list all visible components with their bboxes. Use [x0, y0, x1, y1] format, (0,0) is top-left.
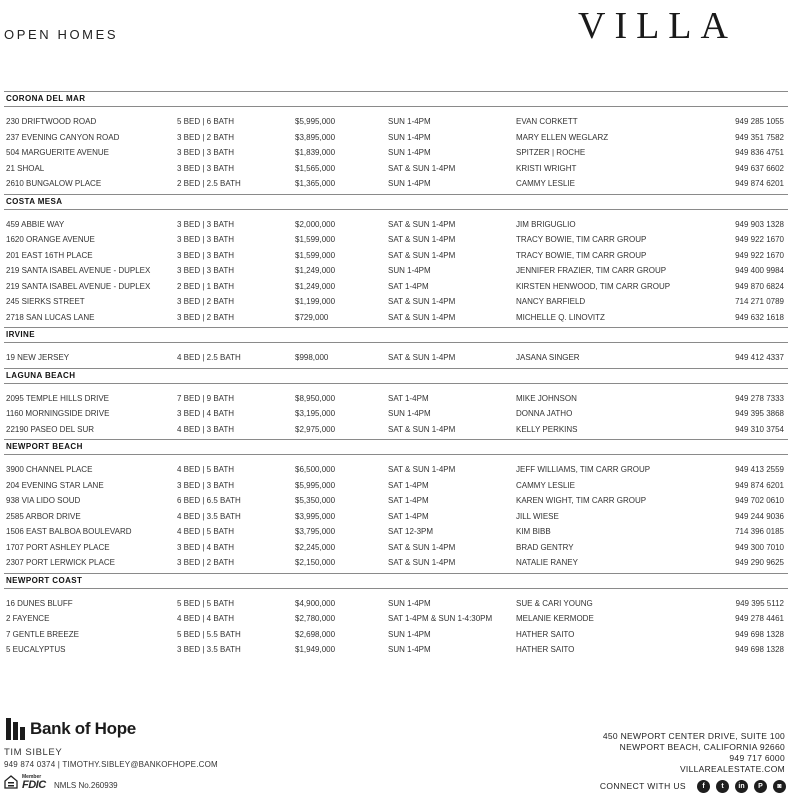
villa-logo-text: VILLA — [578, 5, 737, 44]
listing-address: 219 SANTA ISABEL AVENUE - DUPLEX — [6, 266, 151, 275]
listing-agent: MARY ELLEN WEGLARZ — [516, 132, 609, 142]
section-header: LAGUNA BEACH — [4, 368, 788, 384]
listing-row — [4, 130, 788, 146]
listing-address: 16 DUNES BLUFF — [6, 598, 73, 608]
listing-price: $2,245,000 — [295, 542, 336, 552]
listing-price: $1,249,000 — [295, 281, 336, 291]
listing-open-time: SAT & SUN 1-4PM — [388, 424, 456, 434]
listing-row — [4, 509, 788, 525]
listing-agent: NANCY BARFIELD — [516, 297, 586, 306]
listing-beds-baths: 4 BED | 2.5 BATH — [177, 353, 241, 362]
listing-agent: KIM BIBB — [516, 527, 551, 536]
listing-agent: BRAD GENTRY — [516, 542, 574, 552]
listing-phone: 949 698 1328 — [735, 629, 784, 639]
listing-phone: 949 278 4461 — [735, 614, 784, 623]
listing-beds-baths: 5 BED | 5.5 BATH — [177, 629, 241, 639]
listing-price: $5,995,000 — [295, 117, 336, 126]
twitter-icon[interactable]: t — [716, 780, 729, 793]
listing-phone: 949 632 1618 — [735, 312, 784, 322]
listing-price: $1,599,000 — [295, 250, 336, 260]
listing-phone: 949 922 1670 — [735, 250, 784, 260]
bank-of-hope-mark-icon — [4, 716, 26, 742]
listing-beds-baths: 3 BED | 2 BATH — [177, 558, 235, 567]
listing-open-time: SUN 1-4PM — [388, 598, 431, 608]
listing-address: 5 EUCALYPTUS — [6, 645, 66, 654]
villa-address — [603, 731, 785, 775]
listing-beds-baths: 2 BED | 1 BATH — [177, 281, 235, 291]
listing-address: 2 FAYENCE — [6, 614, 50, 623]
listing-open-time: SAT & SUN 1-4PM — [388, 558, 456, 567]
section-listings — [4, 107, 788, 194]
listing-price: $1,565,000 — [295, 163, 336, 173]
listing-agent: JILL WIESE — [516, 511, 559, 521]
listing-phone: 949 412 4337 — [735, 353, 784, 362]
listing-row — [4, 391, 788, 407]
listing-agent: CAMMY LESLIE — [516, 179, 575, 188]
listing-row — [4, 524, 788, 540]
fdic-logo — [22, 774, 48, 792]
office-phone: 949 717 6000 — [729, 753, 785, 763]
section-listings — [4, 455, 788, 573]
listing-address: 237 EVENING CANYON ROAD — [6, 132, 120, 142]
listing-address: 1620 ORANGE AVENUE — [6, 235, 95, 244]
listing-open-time: SAT 1-4PM — [388, 496, 429, 505]
listing-price: $1,949,000 — [295, 645, 336, 654]
listing-row — [4, 478, 788, 494]
listing-row — [4, 540, 788, 556]
listing-agent: JIM BRIGUGLIO — [516, 219, 576, 229]
listing-beds-baths: 7 BED | 9 BATH — [177, 393, 235, 403]
listing-address: 22190 PASEO DEL SUR — [6, 424, 95, 434]
listing-address: 2610 BUNGALOW PLACE — [6, 179, 102, 188]
listing-open-time: SAT & SUN 1-4PM — [388, 297, 456, 306]
listing-beds-baths: 5 BED | 6 BATH — [177, 117, 235, 126]
listing-beds-baths: 4 BED | 3.5 BATH — [177, 511, 241, 521]
listing-phone: 949 285 1055 — [735, 117, 784, 126]
listing-open-time: SAT & SUN 1-4PM — [388, 219, 456, 229]
listing-row — [4, 627, 788, 643]
listing-phone: 949 244 9036 — [735, 511, 784, 521]
listing-phone: 949 836 4751 — [735, 148, 784, 157]
listing-beds-baths: 3 BED | 2 BATH — [177, 312, 235, 322]
listing-row — [4, 310, 788, 326]
listing-phone: 949 698 1328 — [735, 645, 784, 654]
listing-agent: TRACY BOWIE, TIM CARR GROUP — [516, 250, 647, 260]
listing-agent: CAMMY LESLIE — [516, 480, 575, 490]
listing-row — [4, 406, 788, 422]
listing-agent: MICHELLE Q. LINOVITZ — [516, 312, 605, 322]
listing-phone: 714 271 0789 — [735, 297, 784, 306]
listing-address: 7 GENTLE BREEZE — [6, 629, 79, 639]
listing-open-time: SAT 1-4PM — [388, 281, 429, 291]
listing-open-time: SUN 1-4PM — [388, 179, 431, 188]
listing-agent: TRACY BOWIE, TIM CARR GROUP — [516, 235, 647, 244]
listing-agent: KIRSTEN HENWOOD, TIM CARR GROUP — [516, 281, 671, 291]
listing-beds-baths: 3 BED | 3 BATH — [177, 480, 235, 490]
listing-phone: 949 870 6824 — [735, 281, 784, 291]
listing-agent: SPITZER | ROCHE — [516, 148, 586, 157]
listing-price: $998,000 — [295, 353, 329, 362]
section-listings — [4, 589, 788, 660]
pinterest-icon[interactable]: P — [754, 780, 767, 793]
listing-row — [4, 145, 788, 161]
section-header: NEWPORT BEACH — [4, 439, 788, 455]
listing-price: $1,249,000 — [295, 266, 336, 275]
listing-row — [4, 114, 788, 130]
listing-open-time: SAT 1-4PM — [388, 393, 429, 403]
listing-address: 21 SHOAL — [6, 163, 45, 173]
listing-phone: 949 290 9625 — [735, 558, 784, 567]
listing-beds-baths: 5 BED | 5 BATH — [177, 598, 235, 608]
listing-phone: 949 395 3868 — [735, 409, 784, 418]
listing-row — [4, 642, 788, 658]
listing-price: $3,795,000 — [295, 527, 336, 536]
listing-open-time: SAT & SUN 1-4PM — [388, 465, 456, 474]
listing-row — [4, 217, 788, 233]
listing-address: 3900 CHANNEL PLACE — [6, 465, 93, 474]
listing-open-time: SAT 1-4PM — [388, 511, 429, 521]
section-listings — [4, 384, 788, 440]
nmls-number: NMLS No.260939 — [54, 781, 118, 790]
listing-beds-baths: 4 BED | 3 BATH — [177, 424, 235, 434]
section-header: CORONA DEL MAR — [4, 91, 788, 107]
listing-address: 2718 SAN LUCAS LANE — [6, 312, 95, 322]
listing-agent: HATHER SAITO — [516, 645, 575, 654]
listing-row — [4, 176, 788, 192]
listing-phone: 949 637 6602 — [735, 163, 784, 173]
listing-row — [4, 462, 788, 478]
listing-agent: KELLY PERKINS — [516, 424, 578, 434]
listing-row — [4, 493, 788, 509]
listing-agent: KRISTI WRIGHT — [516, 163, 577, 173]
listing-open-time: SAT & SUN 1-4PM — [388, 235, 456, 244]
contact-name: TIM SIBLEY — [4, 747, 63, 758]
listing-address: 245 SIERKS STREET — [6, 297, 85, 306]
listing-address: 204 EVENING STAR LANE — [6, 480, 104, 490]
open-homes-table — [4, 91, 788, 660]
listing-address: 230 DRIFTWOOD ROAD — [6, 117, 97, 126]
listing-beds-baths: 3 BED | 3 BATH — [177, 219, 235, 229]
section-header: COSTA MESA — [4, 194, 788, 210]
listing-agent: MIKE JOHNSON — [516, 393, 577, 403]
website-link[interactable]: VILLAREALESTATE.COM — [679, 764, 785, 774]
listing-address: 201 EAST 16TH PLACE — [6, 250, 93, 260]
equal-housing-icon — [4, 775, 18, 789]
listing-price: $3,995,000 — [295, 511, 336, 521]
listing-address: 459 ABBIE WAY — [6, 219, 65, 229]
listing-phone: 949 874 6201 — [735, 179, 784, 188]
listing-row — [4, 294, 788, 310]
listing-phone: 949 400 9984 — [735, 266, 784, 275]
listing-beds-baths: 3 BED | 3 BATH — [177, 250, 235, 260]
address-line-1: 450 NEWPORT CENTER DRIVE, SUITE 100 — [602, 731, 785, 741]
bank-name: Bank of Hope — [30, 719, 136, 738]
listing-address: 938 VIA LIDO SOUD — [6, 496, 81, 505]
listing-open-time: SUN 1-4PM — [388, 266, 431, 275]
section-header: IRVINE — [4, 327, 788, 343]
connect-label: CONNECT WITH US — [599, 781, 686, 791]
listing-phone: 949 874 6201 — [735, 480, 784, 490]
contact-info: 949 874 0374 | TIMOTHY.SIBLEY@BANKOFHOPE.COM — [4, 760, 218, 769]
listing-address: 2585 ARBOR DRIVE — [6, 511, 81, 521]
listing-open-time: SAT & SUN 1-4PM — [388, 250, 456, 260]
listing-phone: 949 278 7333 — [735, 393, 784, 403]
listing-row — [4, 232, 788, 248]
listing-agent: KAREN WIGHT, TIM CARR GROUP — [516, 496, 647, 505]
listing-beds-baths: 3 BED | 3 BATH — [177, 235, 235, 244]
listing-price: $2,698,000 — [295, 629, 336, 639]
listing-price: $8,950,000 — [295, 393, 336, 403]
listing-open-time: SUN 1-4PM — [388, 645, 431, 654]
listing-row — [4, 263, 788, 279]
listing-price: $2,000,000 — [295, 219, 336, 229]
listing-price: $6,500,000 — [295, 465, 336, 474]
linkedin-icon[interactable]: in — [735, 780, 748, 793]
listing-open-time: SAT 1-4PM & SUN 1-4:30PM — [388, 614, 493, 623]
listing-row — [4, 611, 788, 627]
listing-agent: EVAN CORKETT — [516, 117, 578, 126]
instagram-icon[interactable]: ◙ — [773, 780, 786, 793]
fdic-label: FDIC — [22, 779, 46, 791]
facebook-icon[interactable]: f — [697, 780, 710, 793]
listing-price: $2,975,000 — [295, 424, 336, 434]
listing-phone: 714 396 0185 — [735, 527, 784, 536]
listing-price: $1,839,000 — [295, 148, 336, 157]
listing-open-time: SAT 12-3PM — [388, 527, 434, 536]
listing-row — [4, 350, 788, 366]
listing-row — [4, 161, 788, 177]
listing-beds-baths: 4 BED | 5 BATH — [177, 527, 235, 536]
listing-price: $3,195,000 — [295, 409, 336, 418]
listing-agent: DONNA JATHO — [516, 409, 573, 418]
listing-open-time: SUN 1-4PM — [388, 132, 431, 142]
listing-price: $5,350,000 — [295, 496, 336, 505]
section-header: NEWPORT COAST — [4, 573, 788, 589]
fdic-member-label: Member — [22, 774, 42, 780]
listing-row — [4, 422, 788, 438]
listing-row — [4, 248, 788, 264]
listing-phone: 949 903 1328 — [735, 219, 784, 229]
listing-price: $4,900,000 — [295, 598, 336, 608]
address-line-2: NEWPORT BEACH, CALIFORNIA 92660 — [619, 742, 785, 752]
listing-phone: 949 413 2559 — [735, 465, 784, 474]
listing-agent: SUE & CARI YOUNG — [516, 598, 593, 608]
listing-price: $1,599,000 — [295, 235, 336, 244]
listing-row — [4, 279, 788, 295]
listing-address: 19 NEW JERSEY — [6, 353, 70, 362]
listing-beds-baths: 3 BED | 3 BATH — [177, 148, 235, 157]
listing-beds-baths: 3 BED | 4 BATH — [177, 409, 235, 418]
listing-open-time: SAT 1-4PM — [388, 480, 429, 490]
listing-beds-baths: 3 BED | 2 BATH — [177, 132, 235, 142]
listing-row — [4, 555, 788, 571]
listing-beds-baths: 2 BED | 2.5 BATH — [177, 179, 241, 188]
listing-price: $2,780,000 — [295, 614, 336, 623]
listing-beds-baths: 4 BED | 5 BATH — [177, 465, 235, 474]
listing-open-time: SUN 1-4PM — [388, 117, 431, 126]
listing-beds-baths: 4 BED | 4 BATH — [177, 614, 235, 623]
listing-price: $3,895,000 — [295, 132, 336, 142]
listing-beds-baths: 3 BED | 4 BATH — [177, 542, 235, 552]
listing-address: 2307 PORT LERWICK PLACE — [6, 558, 115, 567]
social-links — [600, 778, 786, 794]
listing-price: $5,995,000 — [295, 480, 336, 490]
listing-agent: NATALIE RANEY — [516, 558, 578, 567]
listing-phone: 949 922 1670 — [735, 235, 784, 244]
listing-beds-baths: 3 BED | 3 BATH — [177, 266, 235, 275]
listing-agent: JASANA SINGER — [516, 353, 580, 362]
listing-price: $2,150,000 — [295, 558, 336, 567]
listing-agent: JENNIFER FRAZIER, TIM CARR GROUP — [516, 266, 667, 275]
listing-agent: JEFF WILLIAMS, TIM CARR GROUP — [516, 465, 651, 474]
listing-open-time: SAT & SUN 1-4PM — [388, 353, 456, 362]
listing-beds-baths: 6 BED | 6.5 BATH — [177, 496, 241, 505]
listing-beds-baths: 3 BED | 3 BATH — [177, 163, 235, 173]
listing-address: 504 MARGUERITE AVENUE — [6, 148, 109, 157]
listing-phone: 949 300 7010 — [735, 542, 784, 552]
bank-of-hope-logo — [4, 713, 136, 745]
listing-open-time: SUN 1-4PM — [388, 409, 431, 418]
listing-price: $1,199,000 — [295, 297, 336, 306]
listing-address: 1160 MORNINGSIDE DRIVE — [6, 409, 110, 418]
listing-phone: 949 310 3754 — [735, 424, 784, 434]
listing-open-time: SAT & SUN 1-4PM — [388, 542, 456, 552]
listing-open-time: SUN 1-4PM — [388, 629, 431, 639]
listing-beds-baths: 3 BED | 2 BATH — [177, 297, 235, 306]
listing-address: 1707 PORT ASHLEY PLACE — [6, 542, 110, 552]
listing-beds-baths: 3 BED | 3.5 BATH — [177, 645, 241, 654]
listing-agent: MELANIE KERMODE — [516, 614, 594, 623]
listing-phone: 949 395 5112 — [735, 598, 784, 608]
listing-phone: 949 702 0610 — [735, 496, 784, 505]
villa-logo — [578, 4, 786, 44]
listing-address: 219 SANTA ISABEL AVENUE - DUPLEX — [6, 281, 151, 291]
listing-address: 1506 EAST BALBOA BOULEVARD — [6, 527, 132, 536]
page-title: OPEN HOMES — [4, 27, 119, 42]
listing-price: $1,365,000 — [295, 179, 336, 188]
listing-price: $729,000 — [295, 312, 329, 322]
listing-phone: 949 351 7582 — [735, 132, 784, 142]
section-listings — [4, 343, 788, 368]
listing-address: 2095 TEMPLE HILLS DRIVE — [6, 393, 110, 403]
section-listings — [4, 210, 788, 328]
listing-agent: HATHER SAITO — [516, 629, 575, 639]
listing-row — [4, 596, 788, 612]
listing-open-time: SAT & SUN 1-4PM — [388, 163, 456, 173]
listing-open-time: SUN 1-4PM — [388, 148, 431, 157]
listing-open-time: SAT & SUN 1-4PM — [388, 312, 456, 322]
